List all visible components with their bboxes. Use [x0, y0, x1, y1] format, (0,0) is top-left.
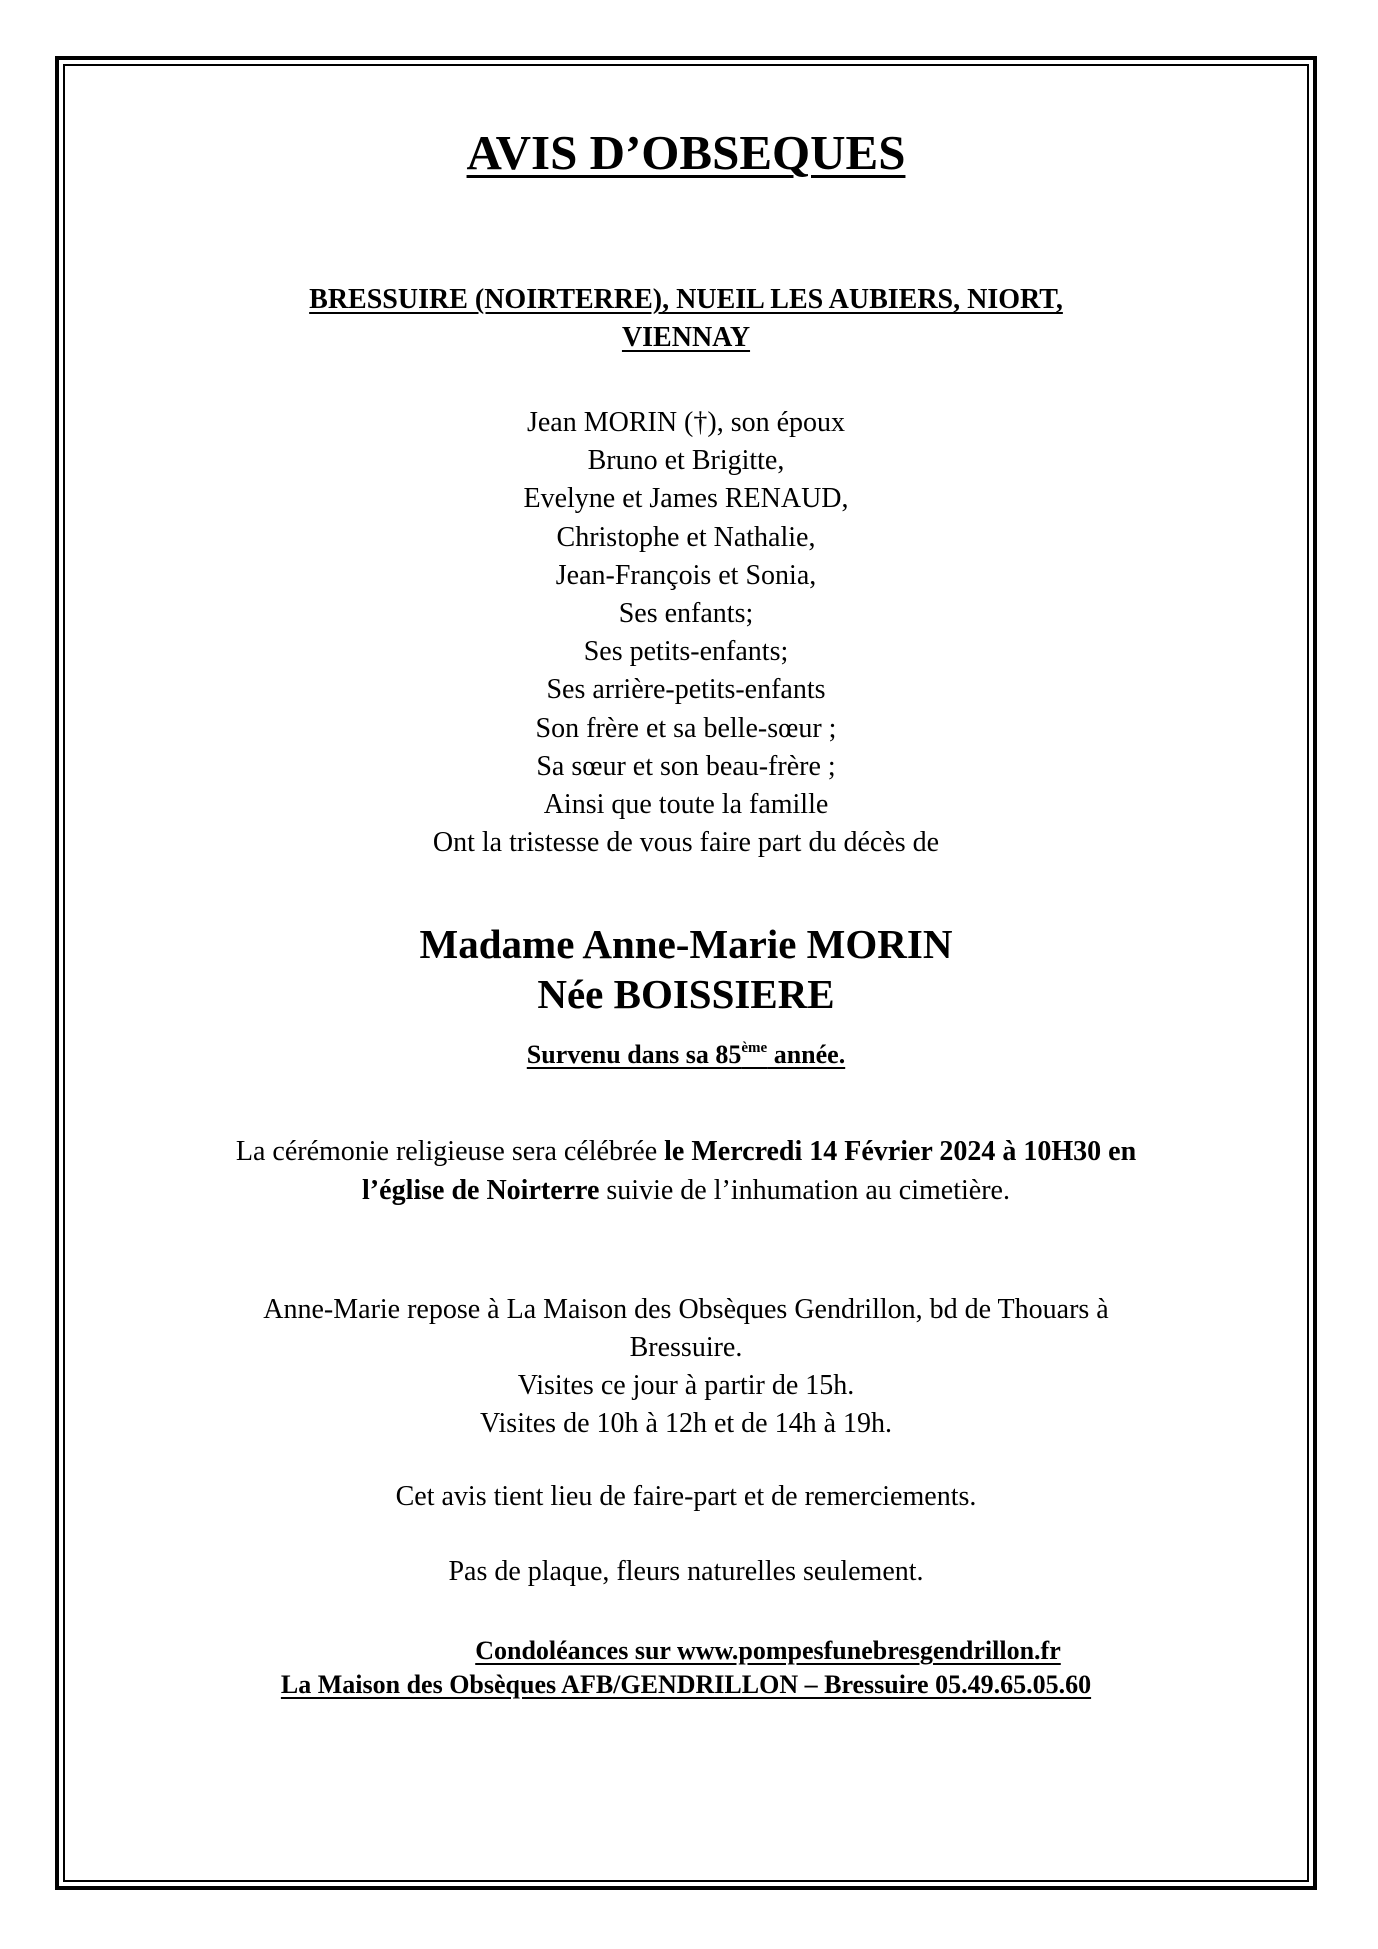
- family-line: Ont la tristesse de vous faire part du décès de: [432, 827, 940, 859]
- age-line: [63, 1032, 1309, 1071]
- family-list: [63, 404, 1309, 862]
- locations-heading: [63, 281, 1309, 357]
- locations-line-1: BRESSUIRE (NOIRTERRE), NUEIL LES AUBIERS, NIORT,: [309, 284, 1063, 315]
- family-line: Ses enfants;: [618, 598, 754, 630]
- family-line: Ses arrière-petits-enfants: [546, 674, 826, 706]
- condolences-link[interactable]: Condoléances sur www.pompesfunebresgendrillon.fr: [475, 1636, 1061, 1665]
- family-line: Ses petits-enfants;: [583, 636, 789, 668]
- age-text: [527, 1040, 845, 1069]
- funeral-home-contact: La Maison des Obsèques AFB/GENDRILLON – Bressuire 05.49.65.05.60: [280, 1670, 1092, 1699]
- family-line: Evelyne et James RENAUD,: [523, 483, 849, 515]
- visits-paragraph: [103, 1291, 1269, 1443]
- age-suffix: année.: [767, 1040, 846, 1069]
- ceremony-paragraph: [103, 1132, 1269, 1210]
- locations-line-2: VIENNAY: [621, 322, 751, 353]
- visits-line-2: Bressuire.: [629, 1332, 743, 1363]
- ceremony-place: l’église de Noirterre: [362, 1175, 600, 1206]
- deceased-name: Madame Anne-Marie MORIN: [419, 921, 953, 967]
- notice-title: AVIS D’OBSEQUES: [466, 125, 906, 180]
- age-superscript: ème: [741, 1040, 768, 1056]
- family-line: Bruno et Brigitte,: [587, 445, 785, 477]
- ceremony-intro: La cérémonie religieuse sera célébrée: [235, 1136, 665, 1167]
- ceremony-date: le Mercredi 14 Février 2024 à 10H30 en: [664, 1136, 1137, 1167]
- ceremony-rest: suivie de l’inhumation au cimetière.: [599, 1175, 1010, 1206]
- condolences-block: [63, 1634, 1309, 1702]
- family-line: Sa sœur et son beau-frère ;: [536, 750, 836, 782]
- family-line: Jean MORIN (†), son époux: [526, 407, 846, 438]
- funeral-notice: [63, 64, 1309, 1882]
- visits-line-4: Visites de 10h à 12h et de 14h à 19h.: [479, 1408, 892, 1439]
- visits-line-3: Visites ce jour à partir de 15h.: [517, 1370, 855, 1401]
- deceased-block: [63, 919, 1309, 1019]
- family-line: Ainsi que toute la famille: [543, 789, 829, 821]
- notice-text: Cet avis tient lieu de faire-part et de remerciements.: [395, 1481, 977, 1512]
- visits-line-1: Anne-Marie repose à La Maison des Obsèques Gendrillon, bd de Thouars à: [263, 1294, 1109, 1325]
- deceased-maiden-name: Née BOISSIERE: [537, 971, 835, 1017]
- family-line: Son frère et sa belle-sœur ;: [535, 712, 837, 744]
- flowers-text: Pas de plaque, fleurs naturelles seulement.: [448, 1556, 924, 1587]
- family-line: Jean-François et Sonia,: [555, 559, 817, 591]
- family-line: Christophe et Nathalie,: [556, 521, 816, 553]
- age-prefix: Survenu dans sa 85: [526, 1040, 742, 1069]
